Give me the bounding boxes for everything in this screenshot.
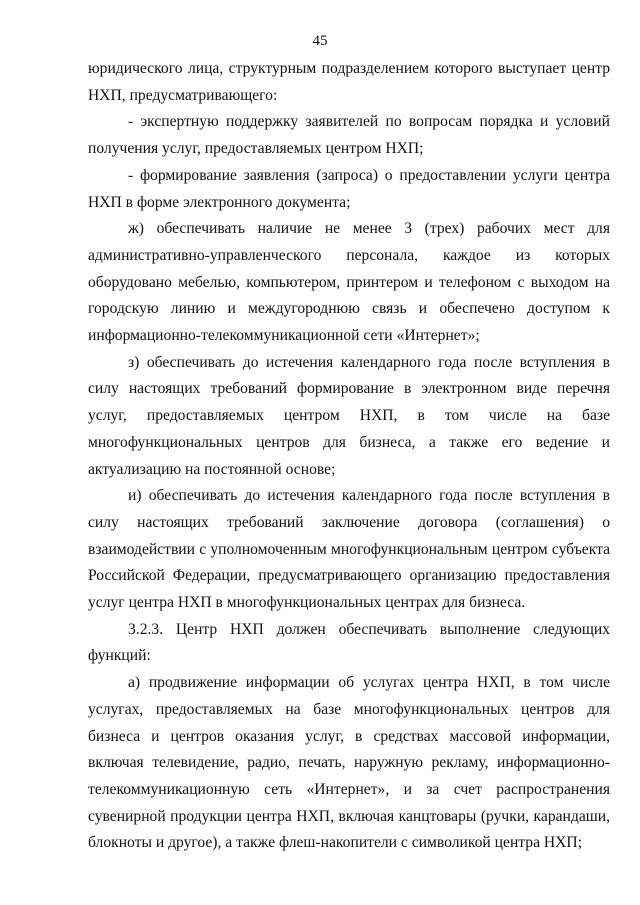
paragraph-item-a: а) продвижение информации об услугах центра НХП, в том числе услугах, предоставляемых на базе многофункциональных центров для бизнеса и центров оказания услуг, в средствах массовой информации, включая телевидение, радио, печать, наружную рекламу, информационно-телекоммуникационную сеть «Интернет», и за счет распространения сувенирной продукции центра НХП, включая канцтовары (ручки, карандаши, блокноты и другое), а также флеш-накопители с символикой центра НХП;: [88, 674, 610, 852]
paragraph-item-zh: ж) обеспечивать наличие не менее 3 (трех) рабочих мест для административно-управленческого персонала, каждое из которых оборудовано мебелью, компьютером, принтером и телефоном с выходом на городскую линию и междугороднюю связь и обеспечено доступом к информационно-телекоммуникационной сети «Интернет»;: [88, 220, 610, 345]
paragraph-item-i: и) обеспечивать до истечения календарного года после вступления в силу настоящих требований заключение договора (соглашения) о взаимодействии с уполномоченным многофункциональным центром субъекта Российской Федерации, предусматривающего организацию предоставления услуг центра НХП в многофункциональных центрах для бизнеса.: [88, 487, 610, 612]
paragraph-continuation: юридического лица, структурным подразделением которого выступает центр НХП, предусматривающего:: [88, 60, 610, 104]
page-number: 45: [312, 33, 328, 49]
paragraph-expert-support: - экспертную поддержку заявителей по вопросам порядка и условий получения услуг, предоставляемых центром НХП;: [88, 113, 610, 158]
paragraph-item-z: з) обеспечивать до истечения календарного года после вступления в силу настоящих требований формирование в электронном виде перечня услуг, предоставляемых центром НХП, в том числе на базе многофункциональных центров для бизнеса, а также его ведение и актуализацию на постоянной основе;: [88, 353, 610, 478]
paragraph-application-forming: - формирование заявления (запроса) о предоставлении услуги центра НХП в форме электронного документа;: [88, 166, 610, 211]
document-body: [88, 56, 610, 857]
paragraph-section-3-2-3: 3.2.3. Центр НХП должен обеспечивать выполнение следующих функций:: [88, 620, 610, 665]
